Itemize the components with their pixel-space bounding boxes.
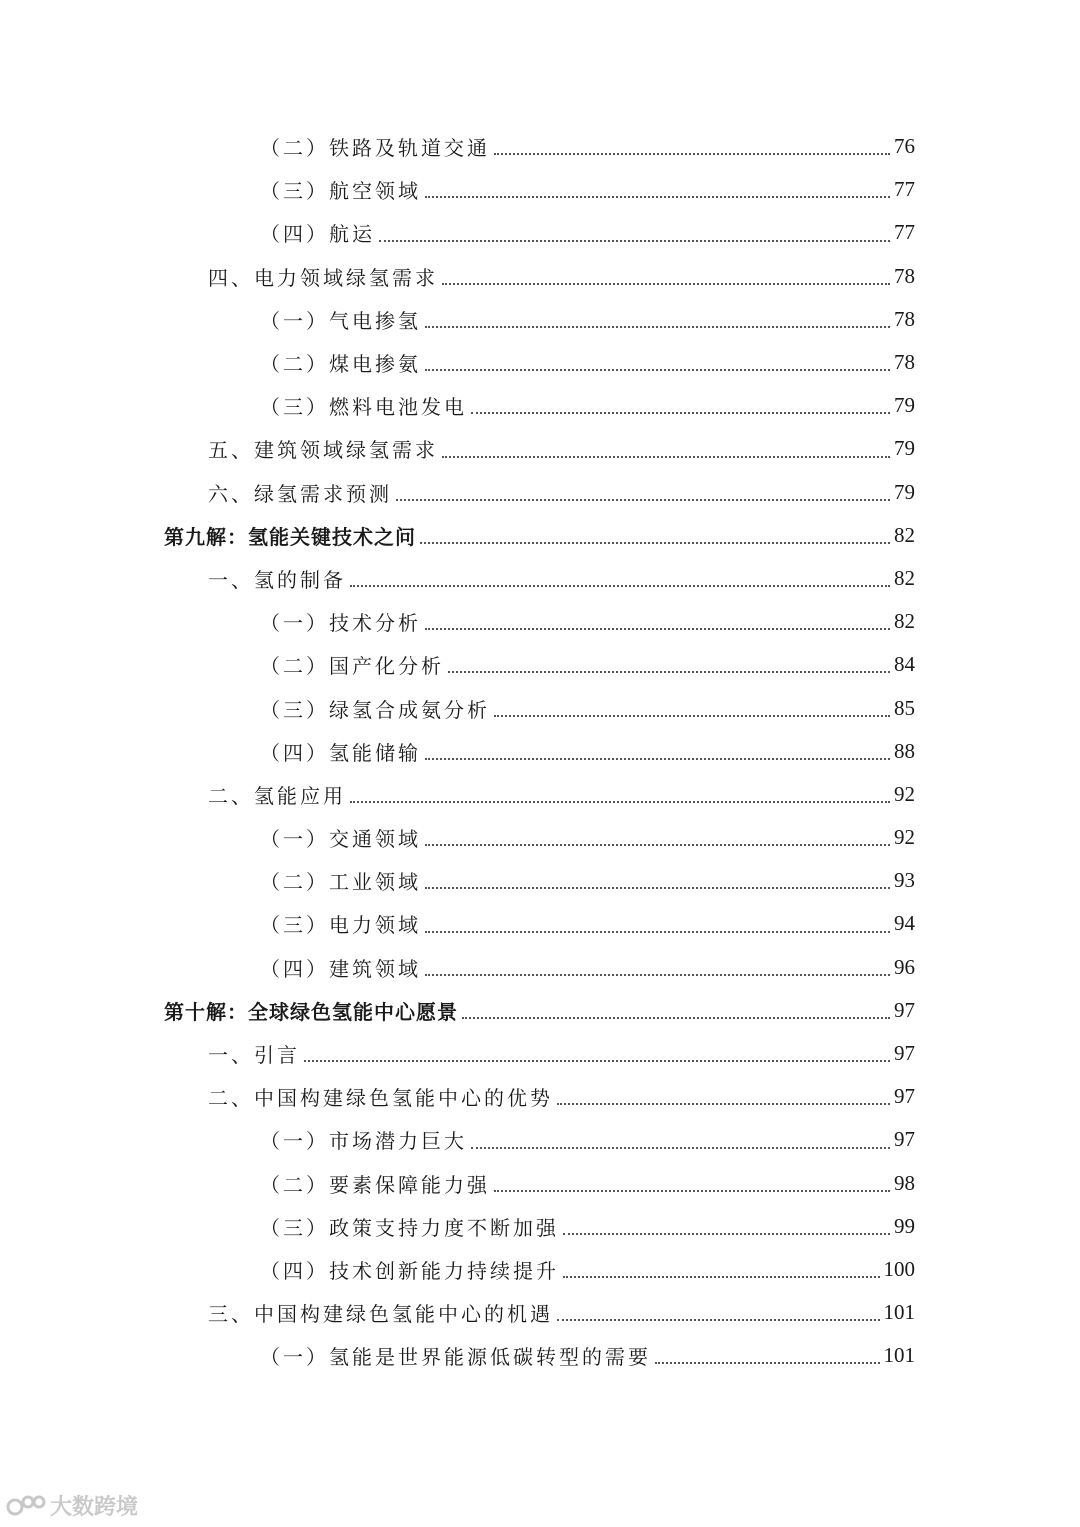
toc-entry-page: 97 — [894, 1084, 915, 1109]
toc-dot-leader — [350, 585, 890, 587]
toc-entry-title: （四）航运 — [260, 222, 375, 247]
toc-entry-page: 98 — [894, 1170, 915, 1195]
toc-dot-leader — [425, 844, 890, 846]
toc-dot-leader — [350, 801, 890, 803]
toc-entry[interactable] — [0, 730, 1080, 773]
toc-entry[interactable] — [0, 341, 1080, 384]
toc-entry-title: 六、绿氢需求预测 — [208, 481, 392, 506]
toc-dot-leader — [425, 758, 890, 760]
toc-entry[interactable] — [0, 1118, 1080, 1161]
toc-entry[interactable] — [0, 946, 1080, 989]
toc-dot-leader — [425, 196, 890, 198]
toc-dot-leader — [494, 1190, 890, 1192]
toc-entry-title: （四）建筑领域 — [260, 956, 421, 981]
toc-entry-title: （一）气电掺氢 — [260, 308, 421, 333]
toc-entry[interactable] — [0, 557, 1080, 600]
toc-entry[interactable] — [0, 427, 1080, 470]
toc-dot-leader — [471, 1147, 890, 1149]
toc-entry[interactable] — [0, 1334, 1080, 1377]
toc-entry-page: 82 — [894, 522, 915, 547]
toc-entry-page: 99 — [894, 1213, 915, 1238]
toc-entry-title: （二）工业领域 — [260, 870, 421, 895]
toc-entry-title: 三、中国构建绿色氢能中心的机遇 — [208, 1302, 553, 1327]
toc-entry[interactable] — [0, 1075, 1080, 1118]
toc-entry-title: （三）电力领域 — [260, 913, 421, 938]
toc-dot-leader — [425, 326, 890, 328]
toc-entry-page: 101 — [883, 1343, 915, 1368]
toc-entry-page: 94 — [894, 911, 915, 936]
toc-entry[interactable] — [0, 773, 1080, 816]
toc-entry[interactable] — [0, 255, 1080, 298]
toc-entry-title: （一）氢能是世界能源低碳转型的需要 — [260, 1345, 651, 1370]
toc-entry[interactable] — [0, 989, 1080, 1032]
toc-entry-page: 97 — [894, 1041, 915, 1066]
toc-entry[interactable] — [0, 1032, 1080, 1075]
toc-dot-leader — [471, 412, 890, 414]
watermark-text: 大数跨境 — [50, 1495, 139, 1520]
toc-dot-leader — [557, 1319, 880, 1321]
toc-entry[interactable] — [0, 298, 1080, 341]
toc-entry-title: 一、氢的制备 — [208, 567, 346, 592]
toc-entry-page: 84 — [894, 652, 915, 677]
toc-entry-title: 五、建筑领域绿氢需求 — [208, 438, 438, 463]
toc-dot-leader — [557, 1103, 890, 1105]
toc-entry-page: 100 — [883, 1256, 915, 1281]
toc-entry-page: 85 — [894, 695, 915, 720]
toc-entry-page: 79 — [894, 479, 915, 504]
toc-entry-title: （四）技术创新能力持续提升 — [260, 1258, 559, 1283]
toc-dot-leader — [396, 499, 890, 501]
toc-entry-title: （四）氢能储输 — [260, 740, 421, 765]
toc-entry-title: 二、氢能应用 — [208, 783, 346, 808]
toc-entry-page: 78 — [894, 263, 915, 288]
toc-dot-leader — [462, 1017, 890, 1019]
toc-entry-title: 第十解：全球绿色氢能中心愿景 — [164, 999, 458, 1024]
toc-dot-leader — [655, 1362, 880, 1364]
toc-entry-title: （一）交通领域 — [260, 827, 421, 852]
toc-dot-leader — [425, 887, 890, 889]
toc-dot-leader — [425, 628, 890, 630]
toc-dot-leader — [494, 153, 890, 155]
toc-entry[interactable] — [0, 1205, 1080, 1248]
toc-entry-title: （三）航空领域 — [260, 179, 421, 204]
toc-entry-title: （一）技术分析 — [260, 611, 421, 636]
toc-entry[interactable] — [0, 902, 1080, 945]
toc-entry-page: 101 — [883, 1300, 915, 1325]
toc-entry[interactable] — [0, 859, 1080, 902]
toc-entry-title: 四、电力领域绿氢需求 — [208, 265, 438, 290]
toc-entry[interactable] — [0, 1248, 1080, 1291]
toc-entry[interactable] — [0, 514, 1080, 557]
toc-entry-title: （三）燃料电池发电 — [260, 395, 467, 420]
toc-entry-page: 77 — [894, 220, 915, 245]
toc-entry-page: 93 — [894, 868, 915, 893]
toc-dot-leader — [425, 931, 890, 933]
toc-dot-leader — [563, 1276, 880, 1278]
toc-entry-title: （二）国产化分析 — [260, 654, 444, 679]
toc-entry-title: 一、引言 — [208, 1043, 300, 1068]
watermark — [6, 1490, 138, 1521]
toc-dot-leader — [425, 369, 890, 371]
toc-entry[interactable] — [0, 471, 1080, 514]
toc-entry-title: （一）市场潜力巨大 — [260, 1129, 467, 1154]
brand-logo-icon — [6, 1493, 46, 1519]
toc-entry-page: 96 — [894, 954, 915, 979]
toc-entry-title: （二）煤电掺氨 — [260, 352, 421, 377]
toc-entry-page: 88 — [894, 738, 915, 763]
toc-entry[interactable] — [0, 211, 1080, 254]
toc-entry-title: （二）铁路及轨道交通 — [260, 136, 490, 161]
toc-entry-page: 97 — [894, 997, 915, 1022]
toc-entry[interactable] — [0, 600, 1080, 643]
toc-dot-leader — [563, 1233, 890, 1235]
toc-entry-page: 78 — [894, 306, 915, 331]
toc-entry-title: （二）要素保障能力强 — [260, 1172, 490, 1197]
toc-dot-leader — [448, 671, 890, 673]
toc-entry-page: 76 — [894, 134, 915, 159]
toc-entry-page: 78 — [894, 350, 915, 375]
toc-dot-leader — [420, 542, 890, 544]
toc-entry-page: 92 — [894, 781, 915, 806]
toc-dot-leader — [494, 715, 890, 717]
toc-entry[interactable] — [0, 384, 1080, 427]
toc-entry[interactable] — [0, 168, 1080, 211]
toc-dot-leader — [304, 1060, 890, 1062]
toc-entry-title: （三）绿氢合成氨分析 — [260, 697, 490, 722]
toc-dot-leader — [379, 240, 890, 242]
toc-entry-page: 92 — [894, 825, 915, 850]
toc-entry-page: 82 — [894, 565, 915, 590]
toc-entry-page: 82 — [894, 609, 915, 634]
toc-entry-page: 77 — [894, 177, 915, 202]
toc-entry-page: 79 — [894, 393, 915, 418]
table-of-contents — [0, 125, 1080, 1377]
toc-entry-title: （三）政策支持力度不断加强 — [260, 1215, 559, 1240]
toc-dot-leader — [442, 283, 890, 285]
toc-entry-page: 79 — [894, 436, 915, 461]
toc-entry[interactable] — [0, 643, 1080, 686]
toc-entry-title: 二、中国构建绿色氢能中心的优势 — [208, 1086, 553, 1111]
toc-entry-title: 第九解：氢能关键技术之问 — [164, 524, 416, 549]
toc-entry[interactable] — [0, 1162, 1080, 1205]
toc-entry[interactable] — [0, 125, 1080, 168]
toc-entry[interactable] — [0, 816, 1080, 859]
toc-entry-page: 97 — [894, 1127, 915, 1152]
toc-dot-leader — [442, 456, 890, 458]
toc-entry[interactable] — [0, 1291, 1080, 1334]
toc-entry[interactable] — [0, 686, 1080, 729]
toc-dot-leader — [425, 974, 890, 976]
